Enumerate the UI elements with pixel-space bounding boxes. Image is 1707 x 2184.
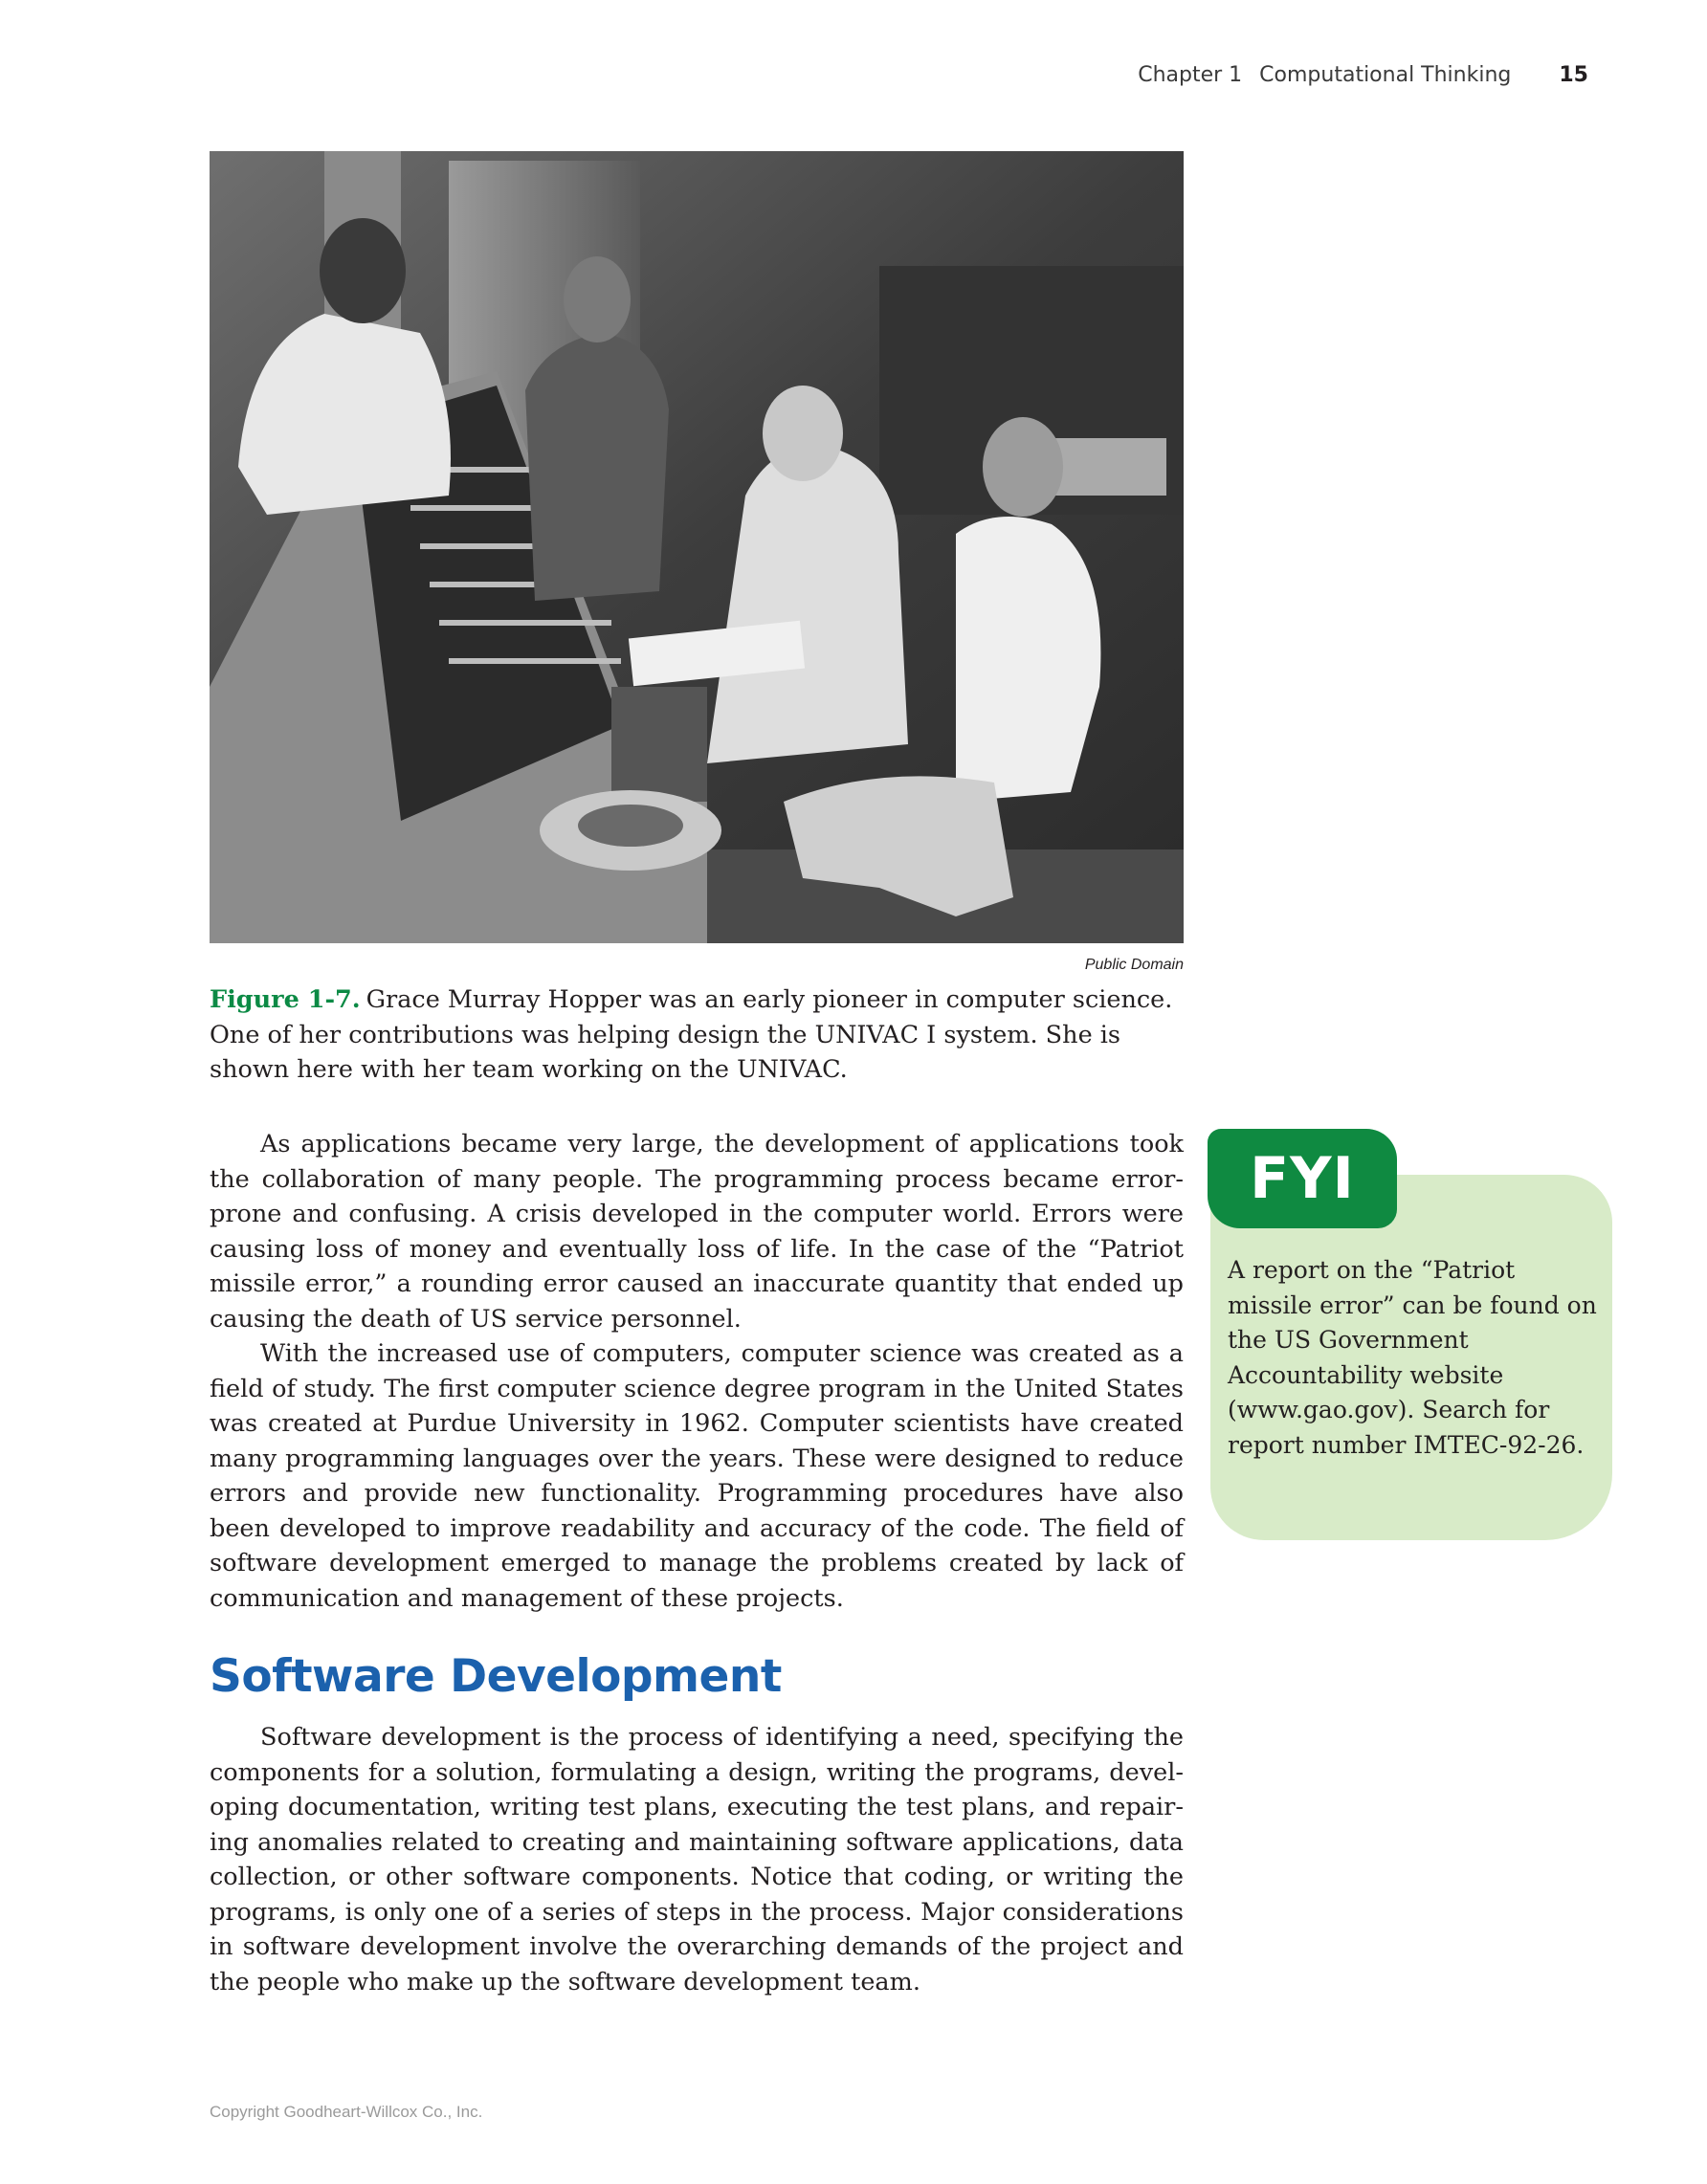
univac-team-photo: [210, 151, 1184, 943]
chapter-title: Computational Thinking: [1259, 63, 1512, 87]
running-head: [1129, 63, 1588, 87]
paragraph-patriot-missile: As applications became very large, the development of applications took the collaboration of many people. The programming process became error-prone and confusing. A crisis developed in the computer world. Errors were causing loss of money and eventually loss of life. In the case of the “Patriot missile error,” a rounding error caused an inaccurate quantity that ended up causing the death of US service personnel.: [210, 1130, 1184, 1334]
figure-caption: [210, 982, 1184, 1088]
figure-label: Figure 1-7.: [210, 985, 361, 1014]
fyi-text: A report on the “Patriot missile error” can be found on the US Government Accountability website (www.gao.gov). Search for report number IMTEC-92-26.: [1228, 1256, 1597, 1459]
figure-caption-text: Grace Murray Hopper was an early pioneer in computer science. One of her contributions was helping design the UNIVAC I system. She is shown here with her team working on the UNIVAC.: [210, 985, 1173, 1084]
section-paragraphs: [210, 1720, 1184, 1999]
photo-credit: Public Domain: [1084, 957, 1184, 973]
copyright-notice: Copyright Goodheart-Willcox Co., Inc.: [210, 2103, 483, 2121]
section-heading: Software Development: [210, 1650, 782, 1703]
photo-illustration: [210, 151, 1184, 943]
fyi-tag: [1208, 1129, 1397, 1228]
chapter-label: Chapter 1: [1138, 63, 1243, 87]
fyi-tag-label: FYI: [1250, 1145, 1355, 1212]
body-paragraphs: [210, 1127, 1184, 1616]
page-number: 15: [1559, 63, 1588, 87]
paragraph-computer-science-history: With the increased use of computers, computer science was created as a field of study. The first computer science degree program in the United States was created at Purdue University in 1962. Computer scientists have created many programming languages over the years. These were designed to reduce errors and provide new functionality. Programming procedures have also been developed to improve readability and accuracy of the code. The field of software development emerged to manage the problems created by lack of communication and management of these projects.: [210, 1339, 1184, 1613]
paragraph-software-development: Software development is the process of identifying a need, specifying the components for a solution, formulating a design, writing the programs, developing documentation, writing test plans, executing the test plans, and repairing anomalies related to creating and maintaining software applications, data collection, or other software components. Notice that coding, or writing the programs, is only one of a series of steps in the process. Major considerations in software development involve the overarching demands of the project and the people who make up the software development team.: [210, 1723, 1184, 1996]
